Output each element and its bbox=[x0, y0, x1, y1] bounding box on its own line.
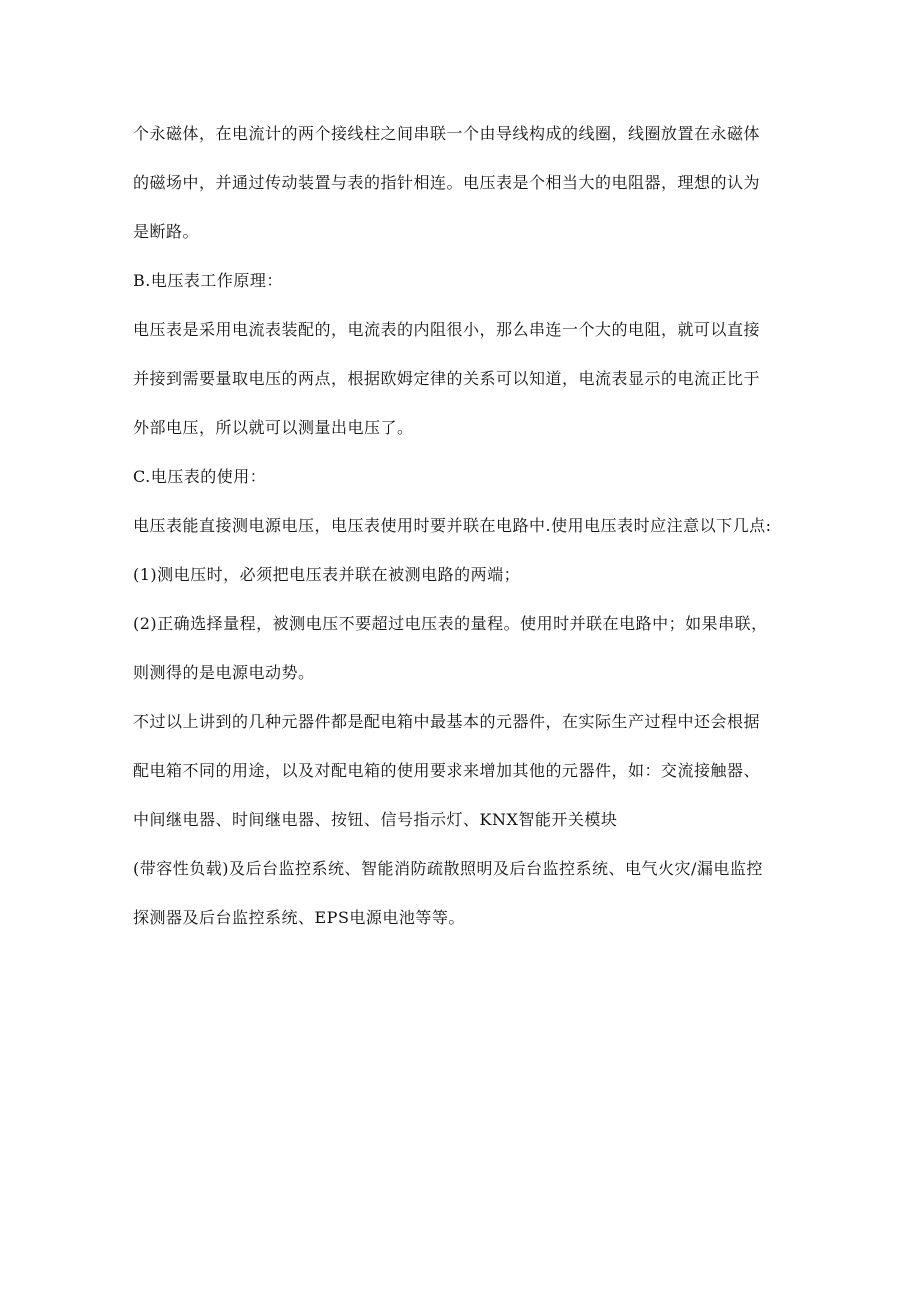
paragraph-line: 的磁场中，并通过传动装置与表的指针相连。电压表是个相当大的电阻器，理想的认为 bbox=[133, 173, 761, 192]
section-heading: C.电压表的使用： bbox=[133, 467, 267, 486]
list-item: (1)测电压时，必须把电压表并联在被测电路的两端； bbox=[133, 565, 521, 584]
list-item: (2)正确选择量程，被测电压不要超过电压表的量程。使用时并联在电路中；如果串联， bbox=[133, 614, 768, 633]
paragraph-line: 个永磁体，在电流计的两个接线柱之间串联一个由导线构成的线圈，线圈放置在永磁体 bbox=[133, 124, 761, 143]
paragraph-line: 不过以上讲到的几种元器件都是配电箱中最基本的元器件，在实际生产过程中还会根据 bbox=[133, 712, 761, 731]
section-heading: B.电压表工作原理： bbox=[133, 271, 283, 290]
paragraph-line: 配电箱不同的用途，以及对配电箱的使用要求来增加其他的元器件，如：交流接触器、 bbox=[133, 761, 761, 780]
paragraph-line: 则测得的是电源电动势。 bbox=[133, 663, 315, 682]
paragraph-line: 探测器及后台监控系统、EPS电源电池等等。 bbox=[133, 908, 465, 927]
paragraph-line: (带容性负载)及后台监控系统、智能消防疏散照明及后台监控系统、电气火灾/漏电监控 bbox=[133, 859, 763, 878]
paragraph-line: 是断路。 bbox=[133, 222, 200, 241]
paragraph-line: 并接到需要量取电压的两点，根据欧姆定律的关系可以知道，电流表显示的电流正比于 bbox=[133, 369, 761, 388]
paragraph-line: 电压表是采用电流表装配的，电流表的内阻很小，那么串连一个大的电阻，就可以直接 bbox=[133, 320, 761, 339]
paragraph-line: 外部电压，所以就可以测量出电压了。 bbox=[133, 418, 414, 437]
paragraph-line: 电压表能直接测电源电压，电压表使用时要并联在电路中.使用电压表时应注意以下几点: bbox=[133, 516, 772, 535]
paragraph-line: 中间继电器、时间继电器、按钮、信号指示灯、KNX智能开关模块 bbox=[133, 810, 618, 829]
